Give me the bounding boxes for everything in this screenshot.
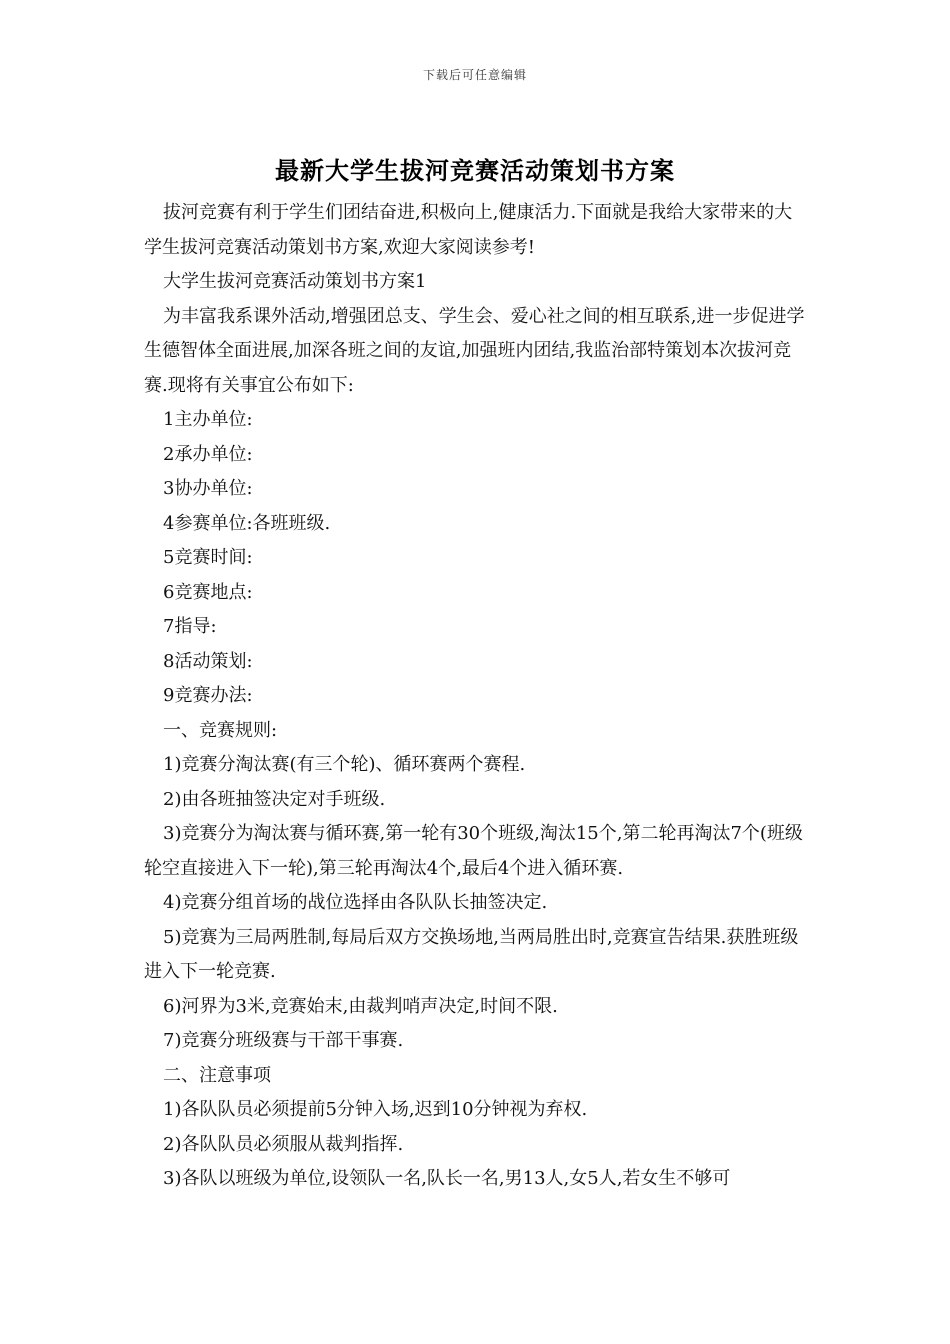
document-body (144, 196, 810, 1197)
paragraph: 7指导: (163, 616, 217, 637)
paragraph: 7)竞赛分班级赛与干部干事赛. (163, 1030, 404, 1051)
paragraph: 2承办单位: (163, 443, 253, 465)
paragraph: 1主办单位: (163, 409, 253, 430)
paragraph: 2)各队队员必须服从裁判指挥. (163, 1133, 404, 1155)
paragraph: 5)竞赛为三局两胜制,每局后双方交换场地,当两局胜出时,竞赛宣告结果.获胜班级进入下一轮竞赛. (144, 926, 799, 982)
paragraph: 3协办单位: (163, 478, 253, 499)
paragraph: 5竞赛时间: (163, 547, 253, 568)
paragraph: 1)竞赛分淘汰赛(有三个轮)、循环赛两个赛程. (163, 754, 526, 775)
paragraph: 9竞赛办法: (163, 685, 253, 706)
paragraph: 大学生拔河竞赛活动策划书方案1 (163, 271, 427, 292)
paragraph: 2)由各班抽签决定对手班级. (163, 788, 386, 810)
paragraph: 二、注意事项 (163, 1064, 271, 1086)
paragraph: 6竞赛地点: (163, 581, 253, 603)
paragraph: 3)各队以班级为单位,设领队一名,队长一名,男13人,女5人,若女生不够可 (163, 1168, 731, 1189)
paragraph: 拔河竞赛有利于学生们团结奋进,积极向上,健康活力.下面就是我给大家带来的大学生拔河竞赛活动策划书方案,欢迎大家阅读参考! (144, 202, 793, 258)
paragraph: 3)竞赛分为淘汰赛与循环赛,第一轮有30个班级,淘汰15个,第二轮再淘汰7个(班级轮空直接进入下一轮),第三轮再淘汰4个,最后4个进入循环赛. (144, 823, 803, 879)
paragraph: 为丰富我系课外活动,增强团总支、学生会、爱心社之间的相互联系,进一步促进学生德智体全面进展,加深各班之间的友谊,加强班内团结,我监治部特策划本次拔河竞赛.现将有关事宜公布如下: (144, 305, 805, 396)
document-title: 最新大学生拔河竞赛活动策划书方案 (275, 156, 675, 185)
paragraph: 6)河界为3米,竞赛始末,由裁判哨声决定,时间不限. (163, 995, 558, 1017)
paragraph: 4参赛单位:各班班级. (163, 512, 331, 534)
paragraph: 1)各队队员必须提前5分钟入场,迟到10分钟视为弃权. (163, 1099, 588, 1120)
paragraph: 4)竞赛分组首场的战位选择由各队队长抽签决定. (163, 892, 548, 913)
paragraph: 8活动策划: (163, 650, 253, 672)
paragraph: 一、竞赛规则: (163, 719, 278, 741)
header-note: 下载后可任意编辑 (422, 68, 527, 82)
